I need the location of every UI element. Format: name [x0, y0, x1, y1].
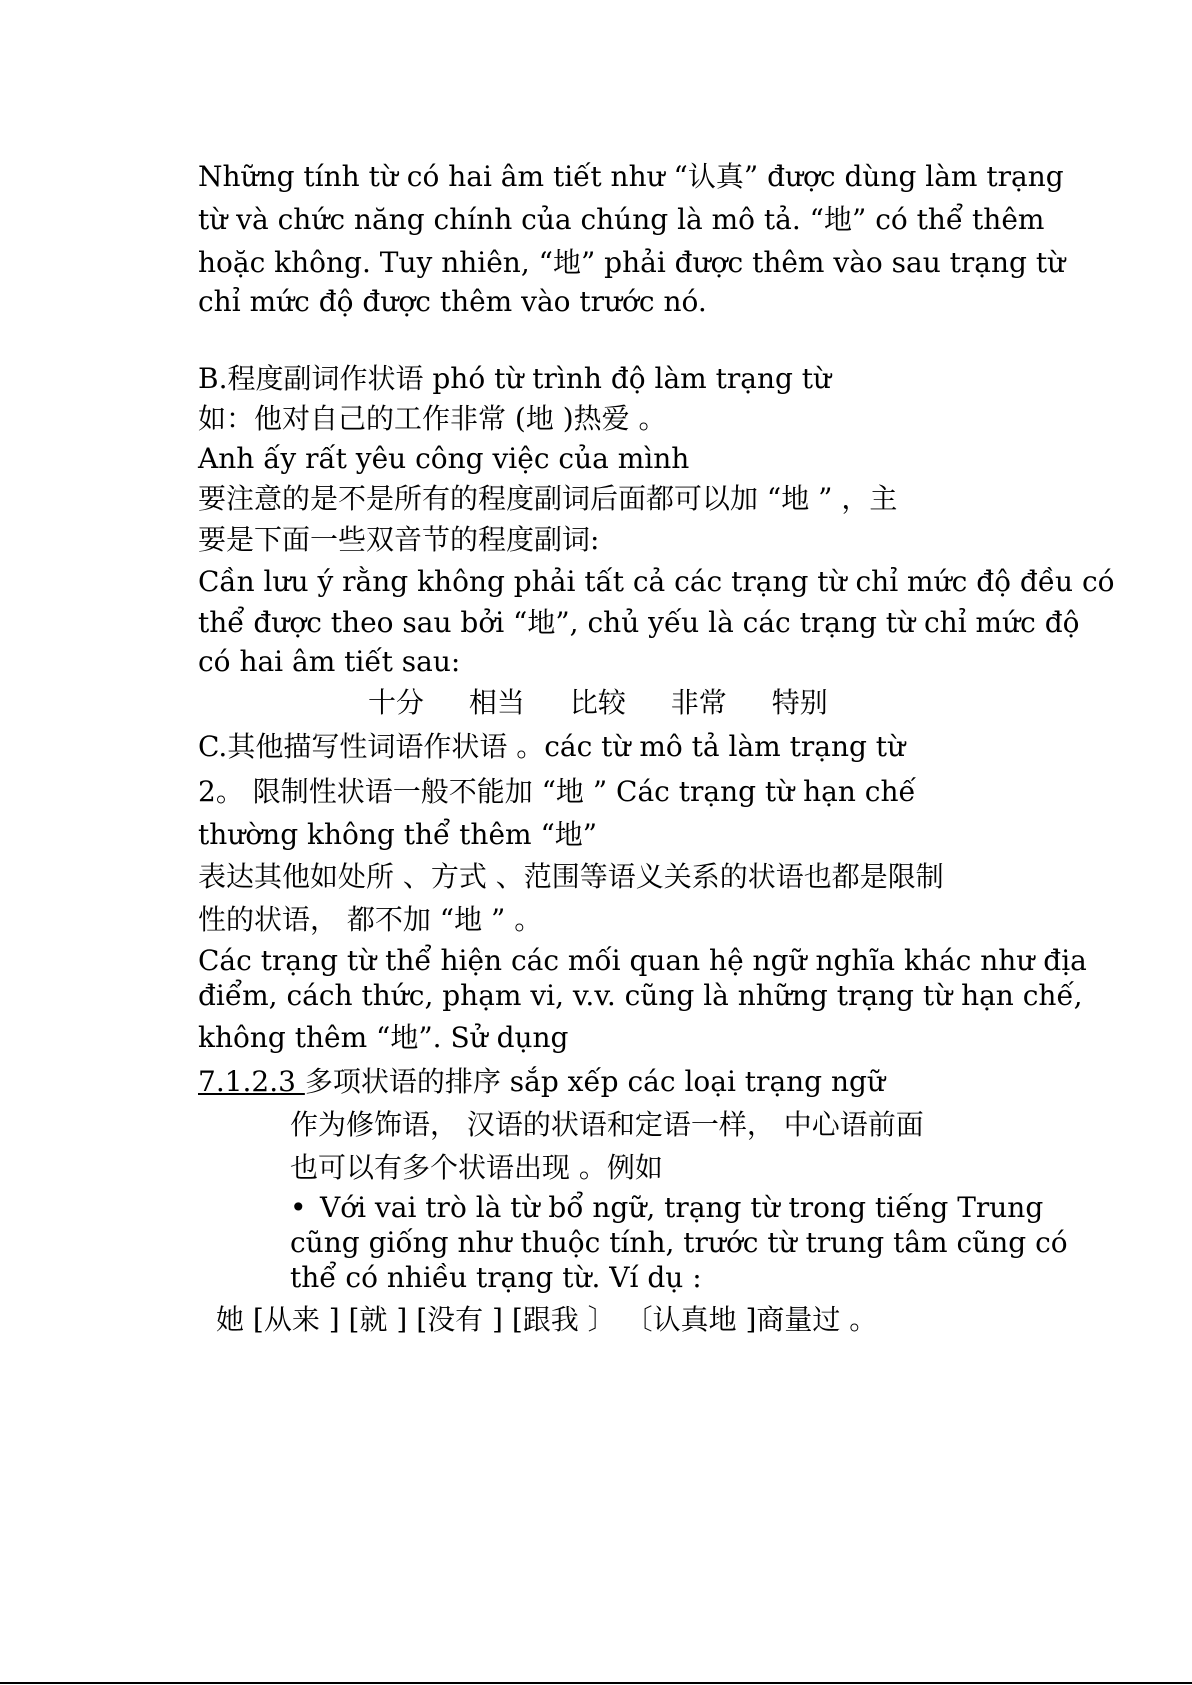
section-2-zh: 表达其他如处所 、方式 、范围等语义关系的状语也都是限制 — [198, 860, 944, 893]
section-7123-vi: thể có nhiều trạng từ. Ví dụ : — [290, 1261, 702, 1294]
section-b-example: 如：他对自己的工作非常 (地 )热爱 。 — [198, 402, 667, 435]
adverb-item: 比较 — [569, 686, 626, 719]
adverb-item: 十分 — [368, 686, 425, 719]
adverb-list — [368, 686, 864, 720]
page-bottom-rule — [0, 1682, 1192, 1684]
section-7123-vi: cũng giống như thuộc tính, trước từ trung tâm cũng có — [290, 1226, 1068, 1259]
paragraph-line: từ và chức năng chính của chúng là mô tả. “地” có thể thêm — [198, 203, 1045, 236]
section-b-note-vi: thể được theo sau bởi “地”, chủ yếu là các trạng từ chỉ mức độ — [198, 606, 1080, 639]
section-2-vi: điểm, cách thức, phạm vi, v.v. cũng là những trạng từ hạn chế, — [198, 979, 1083, 1012]
section-7123-zh: 作为修饰语， 汉语的状语和定语一样， 中心语前面 — [290, 1108, 924, 1141]
paragraph-line: chỉ mức độ được thêm vào trước nó. — [198, 285, 707, 318]
section-2-vi: Các trạng từ thể hiện các mối quan hệ ngữ nghĩa khác như địa — [198, 944, 1087, 977]
section-c-heading: C.其他描写性词语作状语 。các từ mô tả làm trạng từ — [198, 730, 906, 763]
section-title: 多项状语的排序 sắp xếp các loại trạng ngữ — [304, 1065, 885, 1098]
section-b-note-vi: Cần lưu ý rằng không phải tất cả các trạng từ chỉ mức độ đều có — [198, 565, 1115, 598]
section-7123-example: 她 [从来 ] [就 ] [没有 ] [跟我 〕 〔认真地 ]商量过 。 — [216, 1303, 878, 1336]
adverb-item: 相当 — [468, 686, 525, 719]
section-b-example-translation: Anh ấy rất yêu công việc của mình — [198, 442, 690, 475]
adverb-item: 非常 — [670, 686, 727, 719]
section-7123-heading — [198, 1065, 885, 1099]
bullet-icon: • — [290, 1191, 307, 1224]
section-2-heading-cont: thường không thể thêm “地” — [198, 818, 598, 851]
section-b-note-zh: 要注意的是不是所有的程度副词后面都可以加 “地 ” ，主 — [198, 482, 898, 515]
section-b-heading: B.程度副词作状语 phó từ trình độ làm trạng từ — [198, 362, 832, 395]
section-2-vi: không thêm “地”. Sử dụng — [198, 1021, 569, 1054]
section-2-heading: 2。 限制性状语一般不能加 “地 ” Các trạng từ hạn chế — [198, 775, 916, 808]
section-7123-zh: 也可以有多个状语出现 。例如 — [290, 1151, 663, 1184]
section-b-note-zh: 要是下面一些双音节的程度副词: — [198, 523, 600, 556]
section-2-zh: 性的状语， 都不加 “地 ” 。 — [198, 903, 543, 936]
adverb-item: 特别 — [771, 686, 828, 719]
paragraph-line: Những tính từ có hai âm tiết như “认真” được dùng làm trạng — [198, 160, 1064, 193]
section-b-note-vi: có hai âm tiết sau: — [198, 645, 461, 678]
section-7123-vi — [290, 1191, 1043, 1225]
bullet-text: Với vai trò là từ bổ ngữ, trạng từ trong tiếng Trung — [320, 1191, 1044, 1224]
section-number: 7.1.2.3 — [198, 1065, 305, 1098]
paragraph-line: hoặc không. Tuy nhiên, “地” phải được thêm vào sau trạng từ — [198, 246, 1066, 279]
